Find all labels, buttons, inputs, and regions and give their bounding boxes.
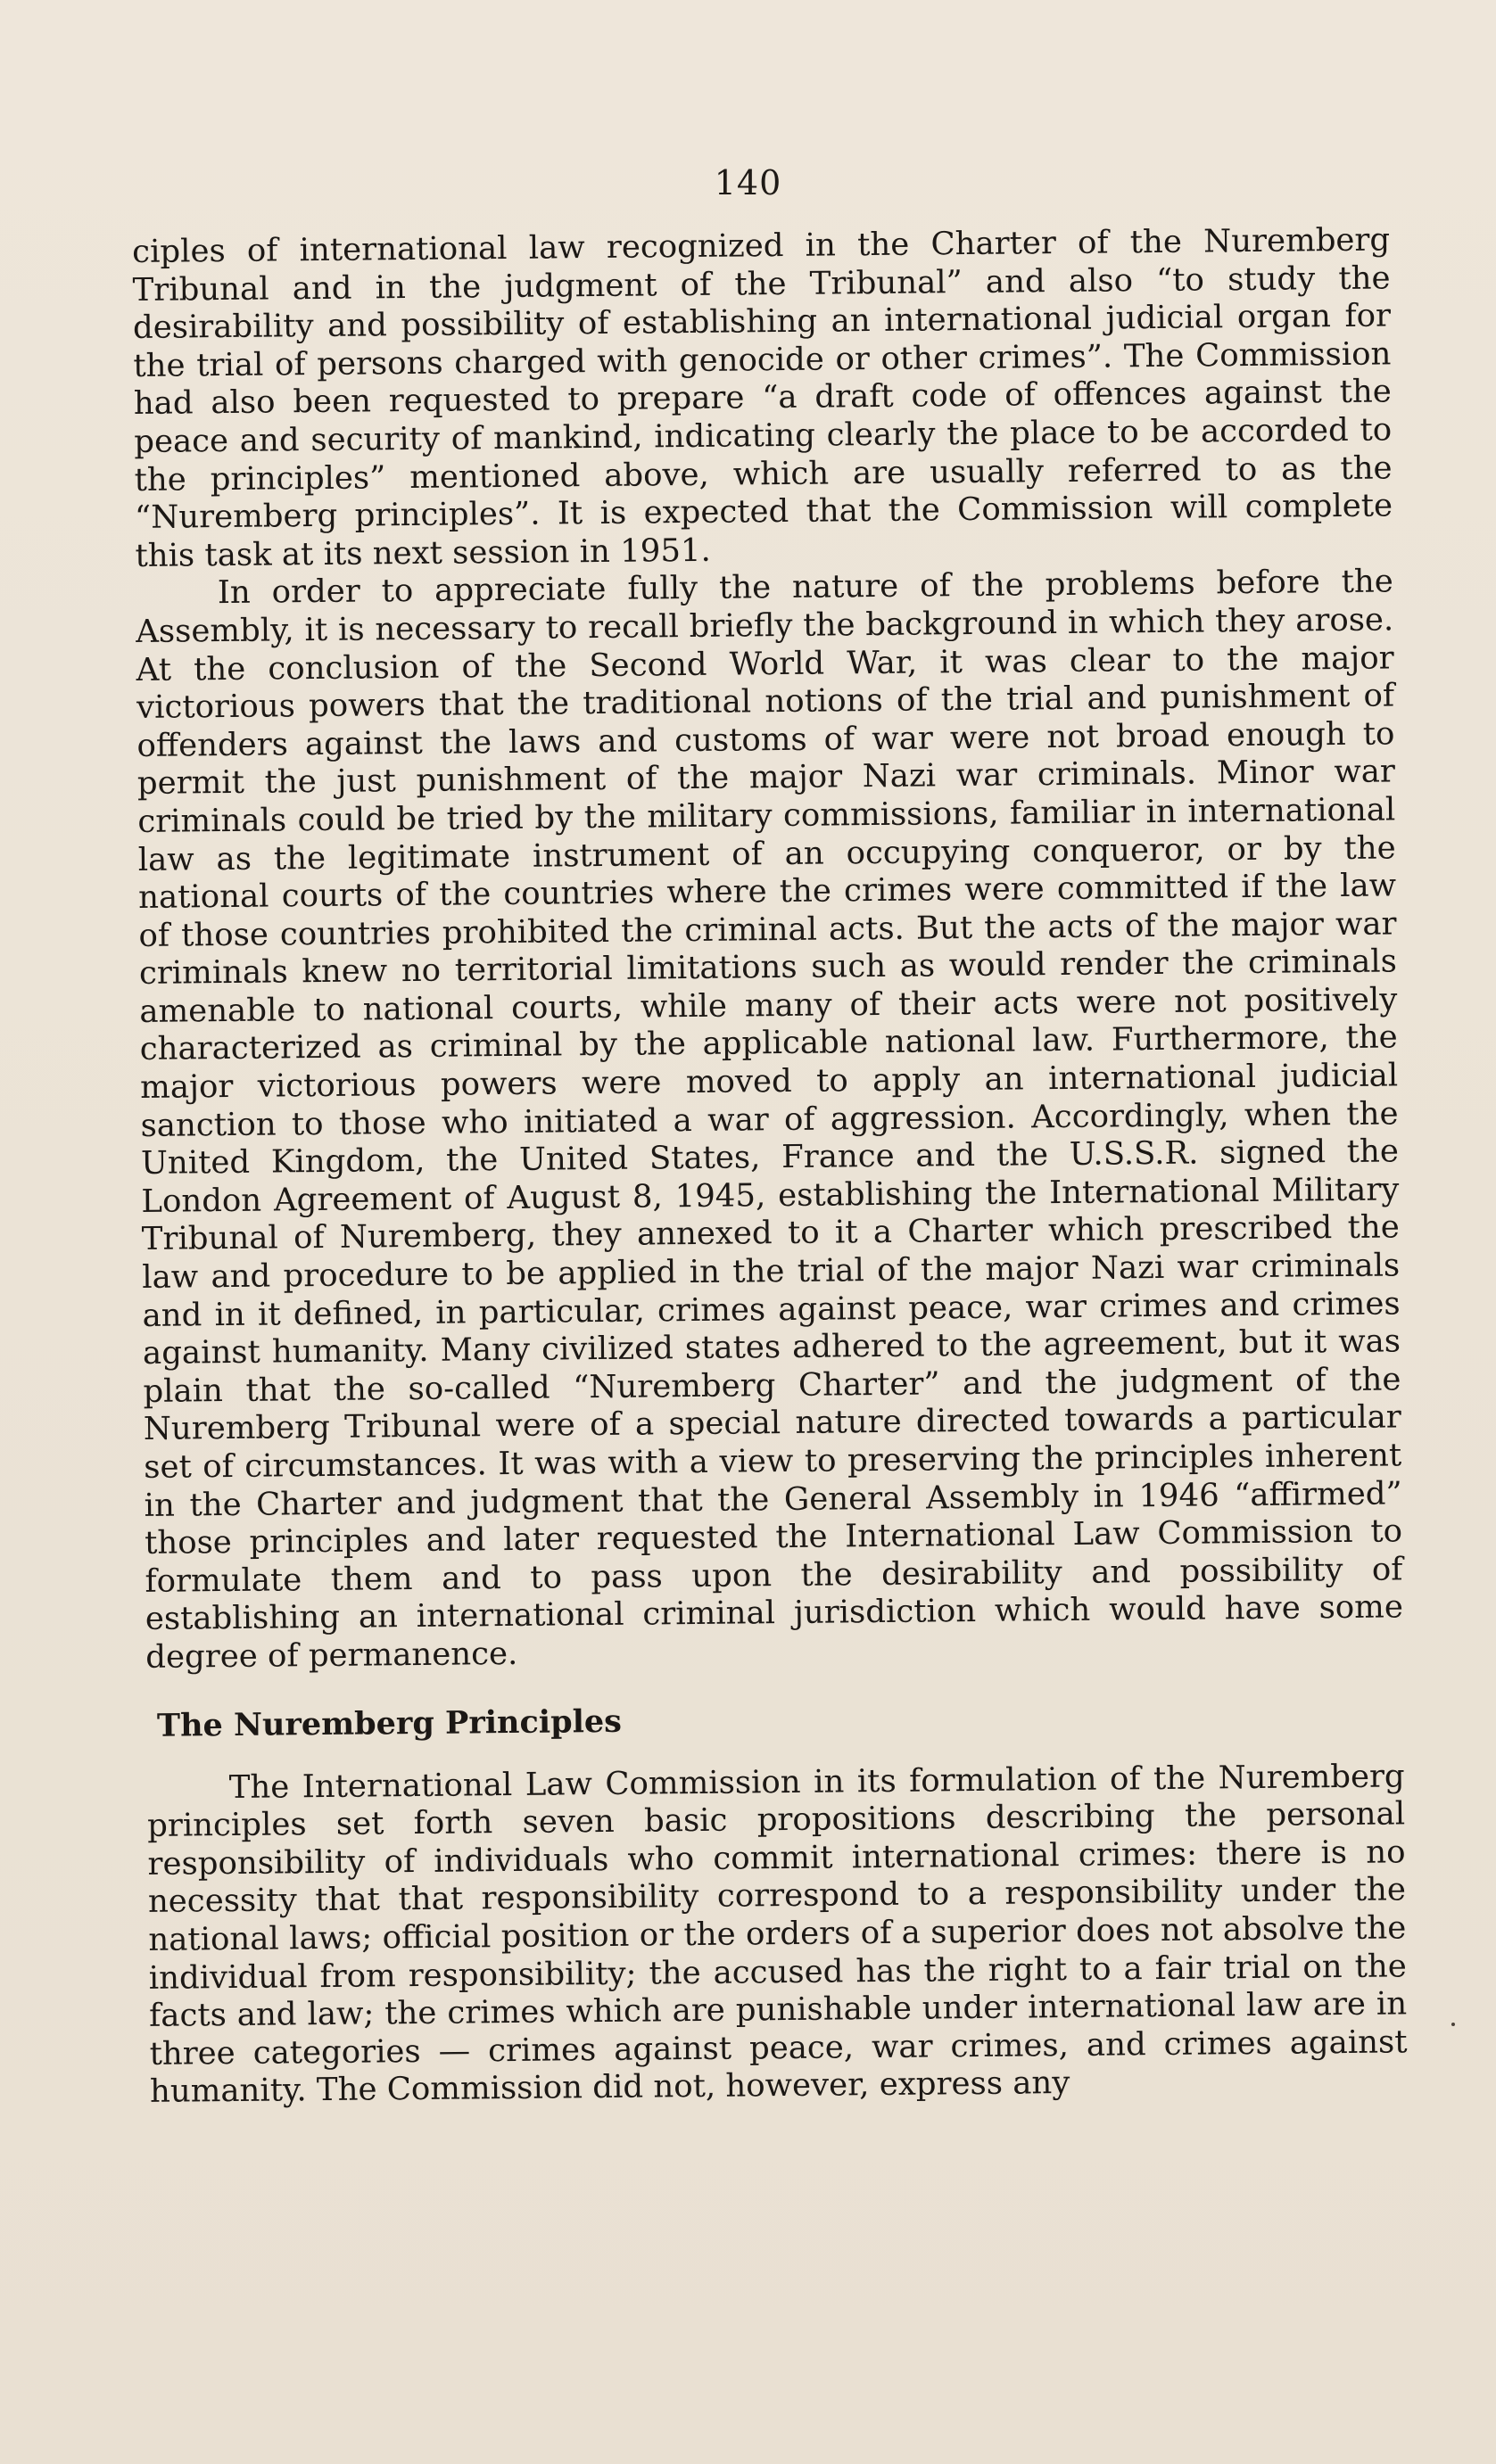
section-heading: The Nuremberg Principles <box>156 1702 623 1744</box>
paragraph-nuremberg-principles: The International Law Commission in its formulation of the Nuremberg principles set forth seven basic propositions describing the personal responsibility of individuals who commit international crimes: there is no necessity that that responsibility correspond to a responsibility under the national laws; official position or the orders of a superior does not absolve the individual from responsibility; the accused has the right to a fair trial on the facts and law; the crimes which are punishable under international law are in three categories — crimes against peace, war crimes, and crimes against humanity. The Commission did not, however, express any <box>146 1757 1408 2111</box>
paragraph-continued: ciples of international law recognized in the Charter of the Nuremberg Tribunal and in the judgment of the Tribunal” and also “to study the desirability and possibility of establishing an international judicial organ for the trial of persons charged with genocide or other crimes”. The Commission had also been requested to prepare “a draft code of offences against the peace and security of mankind, indicating clearly the place to be accorded to the principles” mentioned above, which are usually referred to as the “Nuremberg principles”. It is expected that the Commission will complete this task at its next session in 1951. <box>132 221 1393 574</box>
page-number: 140 <box>714 163 782 202</box>
paragraph-background: In order to appreciate fully the nature of the problems before the Assembly, it is necessary to recall briefly the background in which they arose. At the conclusion of the Second World War, it was clear to the major victorious powers that the traditional notions of the trial and punishment of offenders against the laws and customs of war were not broad enough to permit the just punishment of the major Nazi war criminals. Minor war criminals could be tried by the military commissions, familiar in international law as the legitimate instrument of an occupying conqueror, or by the national courts of the countries where the crimes were committed if the law of those countries prohibited the criminal acts. But the acts of the major war criminals knew no territorial limitations such as would render the criminals amenable to national courts, while many of their acts were not positively characterized as criminal by the applicable national law. Furthermore, the major victorious powers were moved to apply an international judicial sanction to those who initiated a war of aggression. Accordingly, when the United Kingdom, the United States, France and the U.S.S.R. signed the London Agreement of August 8, 1945, establishing the International Military Tribunal of Nuremberg, they annexed to it a Charter which prescribed the law and procedure to be applied in the trial of the major Nazi war criminals and in it defined, in particular, crimes against peace, war crimes and crimes against humanity. Many civilized states adhered to the agreement, but it was plain that the so-called “Nuremberg Charter” and the judgment of the Nuremberg Tribunal were of a special nature directed towards a particular set of circumstances. It was with a view to preserving the principles inherent in the Charter and judgment that the General Assembly in 1946 “affirmed” those principles and later requested the International Law Commission to formulate them and to pass upon the desirability and possibility of establishing an international criminal jurisdiction which would have some degree of permanence. <box>136 563 1404 1676</box>
print-speck <box>1451 2023 1455 2026</box>
body-text <box>132 221 1408 2111</box>
